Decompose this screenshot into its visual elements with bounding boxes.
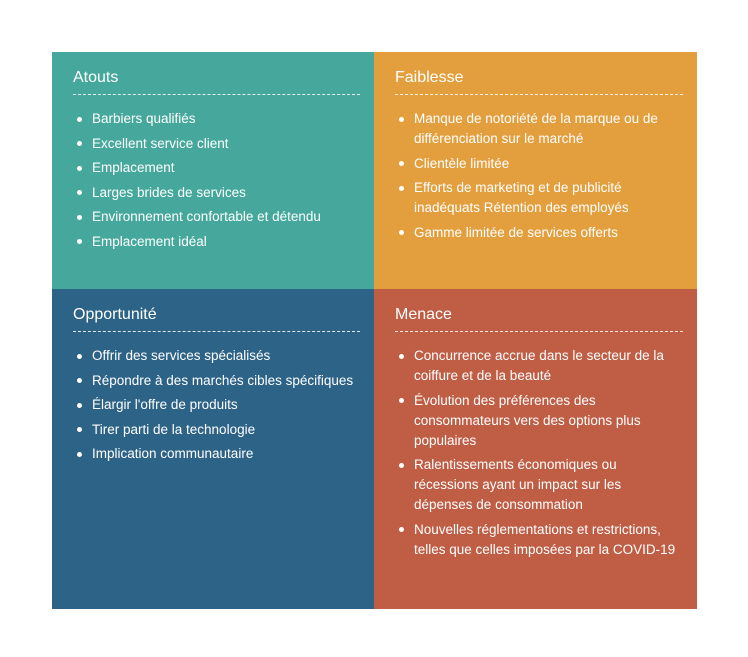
list-item (395, 346, 683, 386)
list-item-text: Concurrence accrue dans le secteur de la coiffure et de la beauté (414, 348, 664, 383)
weaknesses-quadrant (374, 52, 697, 289)
list-item (73, 207, 360, 227)
bullet-icon (77, 166, 82, 171)
list-item-text: Clientèle limitée (414, 155, 510, 171)
list-item-text: Manque de notoriété de la marque ou de différenciation sur le marché (414, 111, 658, 146)
opportunities-list (73, 346, 360, 464)
list-item-text: Nouvelles réglementations et restrictions, telles que celles imposées par la COVID-19 (414, 521, 676, 557)
threats-quadrant (374, 289, 697, 609)
list-item (395, 154, 683, 174)
strengths-list (73, 109, 360, 252)
bullet-icon (399, 398, 404, 403)
list-item (73, 395, 360, 415)
weaknesses-title: Faiblesse (395, 67, 683, 95)
bullet-icon (77, 452, 82, 457)
list-item-text: Emplacement idéal (92, 233, 207, 249)
list-item-text: Gamme limitée de services offerts (414, 224, 618, 240)
list-item-text: Élargir l'offre de produits (92, 397, 238, 412)
threats-list (395, 346, 683, 560)
list-item-text: Excellent service client (92, 135, 229, 151)
list-item (73, 346, 360, 366)
list-item (395, 109, 683, 149)
bullet-icon (399, 527, 404, 532)
list-item (73, 371, 360, 391)
opportunities-quadrant (52, 289, 374, 609)
list-item-text: Évolution des préférences des consommateurs vers des options plus populaires (414, 392, 641, 448)
list-item (73, 232, 360, 252)
weaknesses-list (395, 109, 683, 243)
bullet-icon (399, 117, 404, 122)
opportunities-title: Opportunité (73, 304, 360, 332)
bullet-icon (77, 215, 82, 220)
strengths-quadrant (52, 52, 374, 289)
bullet-icon (399, 186, 404, 191)
bullet-icon (77, 403, 82, 408)
list-item (73, 109, 360, 129)
list-item-text: Emplacement (92, 160, 175, 175)
list-item (73, 134, 360, 154)
list-item (395, 391, 683, 451)
bullet-icon (77, 141, 82, 146)
bullet-icon (399, 354, 404, 359)
bullet-icon (399, 161, 404, 166)
list-item-text: Larges brides de services (92, 184, 246, 200)
bullet-icon (77, 354, 82, 359)
swot-grid (52, 52, 697, 609)
list-item-text: Tirer parti de la technologie (92, 421, 256, 437)
threats-title: Menace (395, 304, 683, 332)
bullet-icon (77, 239, 82, 244)
list-item (73, 183, 360, 203)
bullet-icon (77, 117, 82, 122)
strengths-title: Atouts (73, 67, 360, 95)
list-item-text: Environnement confortable et détendu (92, 209, 321, 224)
bullet-icon (77, 378, 82, 383)
list-item (395, 178, 683, 218)
list-item (395, 223, 683, 243)
bullet-icon (399, 463, 404, 468)
list-item-text: Répondre à des marchés cibles spécifiques (92, 372, 354, 388)
list-item-text: Implication communautaire (92, 446, 254, 461)
list-item-text: Barbiers qualifiés (92, 111, 196, 126)
list-item (73, 444, 360, 464)
list-item (395, 455, 683, 515)
list-item-text: Efforts de marketing et de publicité inadéquats Rétention des employés (414, 180, 629, 215)
list-item-text: Ralentissements économiques ou récessions ayant un impact sur les dépenses de consommation (414, 457, 622, 512)
bullet-icon (399, 230, 404, 235)
list-item (73, 420, 360, 440)
list-item (395, 520, 683, 560)
bullet-icon (77, 427, 82, 432)
list-item-text: Offrir des services spécialisés (92, 348, 271, 363)
list-item (73, 158, 360, 178)
bullet-icon (77, 190, 82, 195)
